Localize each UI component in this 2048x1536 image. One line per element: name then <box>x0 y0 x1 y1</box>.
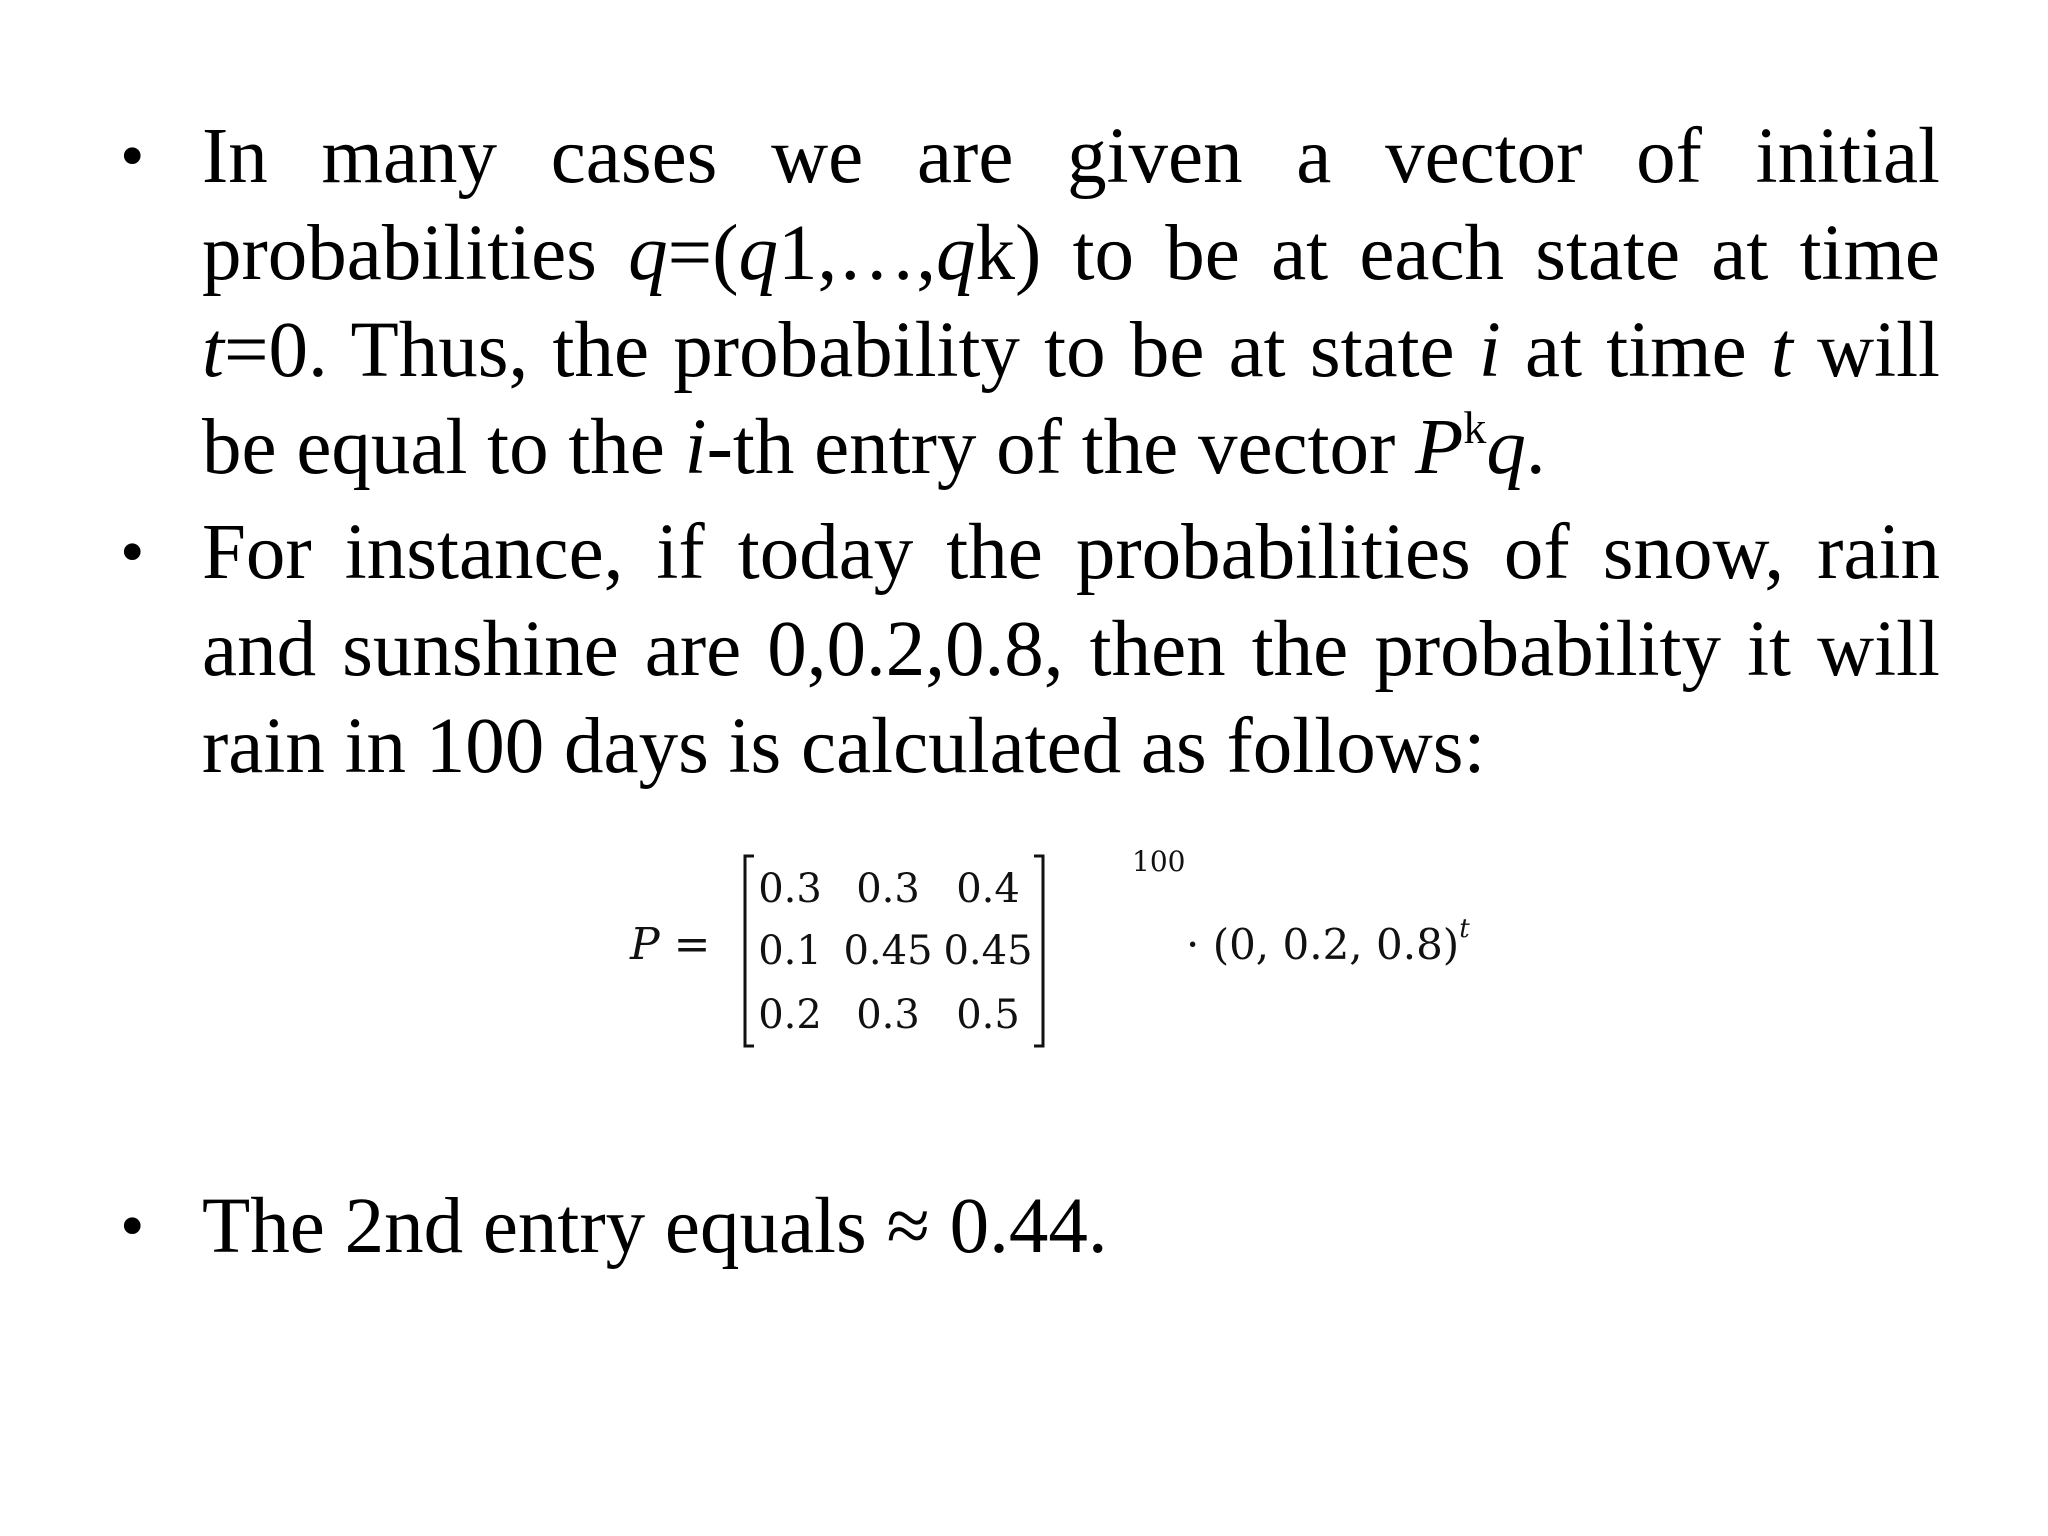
matrix-exponent: 100 <box>1132 845 1186 878</box>
bullet-text: will be equal to the <box>202 307 1940 491</box>
matrix-cell: 0.45 <box>843 928 933 974</box>
matrix-cell: 0.5 <box>956 992 1020 1038</box>
power-k: k <box>1463 402 1487 453</box>
qk-index: k) <box>975 210 1042 297</box>
bullet-text: The 2nd entry equals ≈ 0.44. <box>202 1183 1108 1270</box>
matrix-cell: 0.4 <box>956 866 1020 912</box>
bullet-text: . <box>1525 404 1546 491</box>
var-i: i <box>684 404 707 491</box>
var-i: i <box>1478 307 1501 394</box>
bullet-text: -th entry of the vector <box>706 404 1416 491</box>
var-q: q <box>1486 404 1526 491</box>
bullet-dot-icon: • <box>120 118 145 195</box>
matrix-cell: 0.45 <box>943 928 1033 974</box>
matrix-row <box>760 862 1036 916</box>
var-P: P <box>630 919 660 970</box>
matrix-cell: 0.3 <box>856 992 920 1038</box>
bullet-item-weather-example <box>120 504 1940 795</box>
equals-sign: = <box>659 919 711 970</box>
var-qk: q <box>936 210 976 297</box>
vector-text: · (0, 0.2, 0.8) <box>1186 920 1460 969</box>
matrix-row <box>760 924 1036 978</box>
q1-index: 1,…, <box>778 210 937 297</box>
bullet-text: In many cases we are given a vector of initial probabilities <box>202 113 1940 297</box>
matrix-cell: 0.2 <box>758 992 822 1038</box>
bullet-item-initial-probabilities <box>120 108 1940 496</box>
bullet-text: =0. Thus, the probability to be at state <box>223 307 1479 394</box>
matrix-row <box>760 988 1036 1042</box>
bullet-dot-icon: • <box>120 1188 145 1265</box>
bullet-item-result <box>120 1178 1940 1275</box>
var-t: t <box>1770 307 1793 394</box>
var-t: t <box>202 307 224 394</box>
matrix-cell: 0.3 <box>758 866 822 912</box>
bullet-list <box>120 108 1940 795</box>
bullet-list-result <box>120 1178 1940 1275</box>
initial-vector-transposed <box>1186 914 1470 972</box>
equation-lhs <box>630 918 710 972</box>
var-q: q <box>628 210 668 297</box>
matrix-cell: 0.3 <box>856 866 920 912</box>
bullet-text: For instance, if today the probabilities of snow, rain and sunshine are 0,0.2,0.8, then the probability it will rain in 100 days is calculated as follows: <box>202 509 1940 790</box>
var-P: P <box>1415 404 1464 491</box>
matrix-power-equation <box>630 842 1530 1052</box>
matrix-cell: 0.1 <box>758 928 822 974</box>
var-q1: q <box>738 210 779 297</box>
transition-matrix <box>742 854 1042 1048</box>
bullet-dot-icon: • <box>120 514 145 591</box>
eq-open: =( <box>667 210 739 297</box>
bullet-text: to be at each state at time <box>1041 210 1940 297</box>
transpose-sup: t <box>1459 914 1470 944</box>
bullet-text: at time <box>1500 307 1771 394</box>
